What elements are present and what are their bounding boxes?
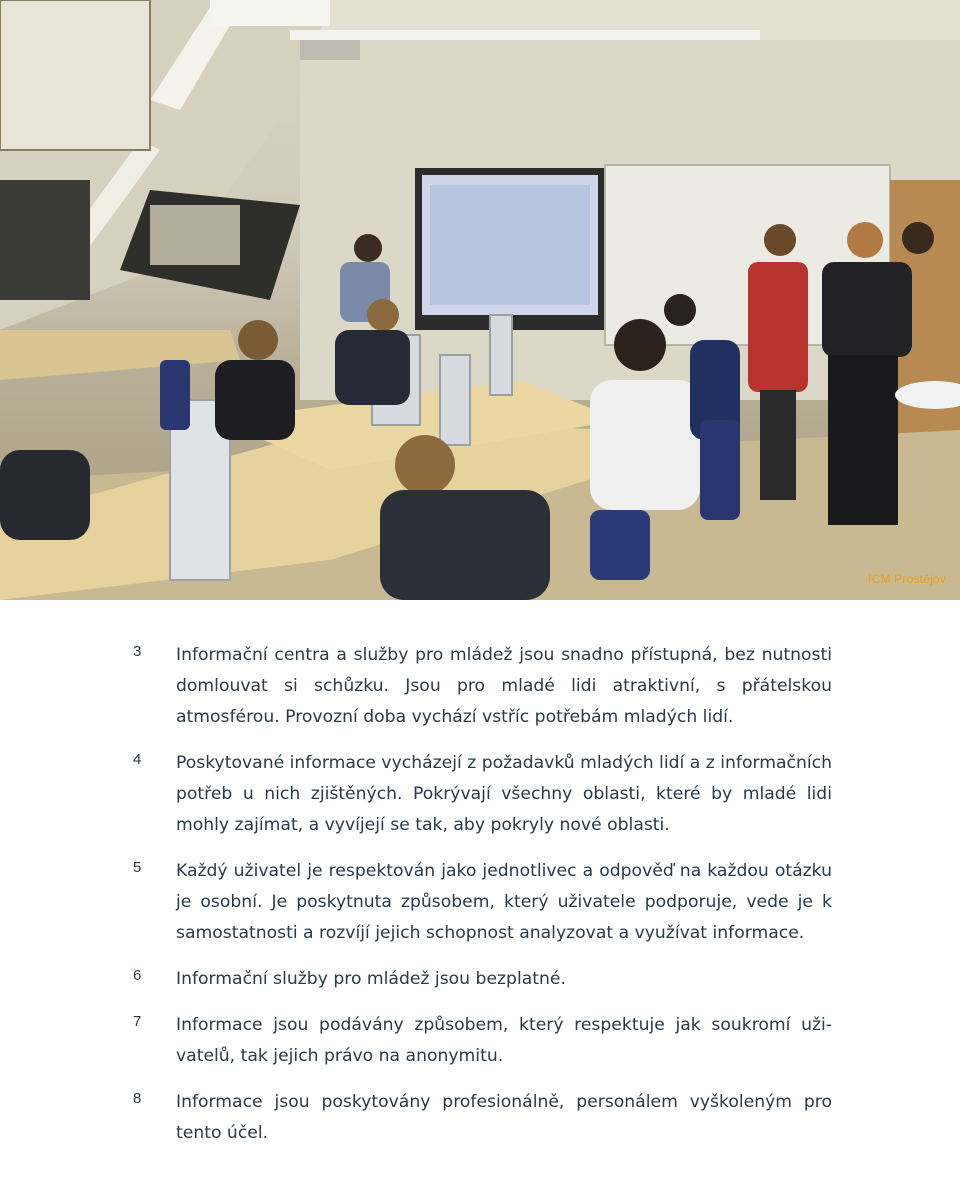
photo-credit: ICM Prostějov [868,572,946,586]
item-text: Každý uživatel je respektován jako jednotlivec a odpověď na každou otázku je osobní. Je poskytnuta způsobem, který uživatele podporuje, vede je k samostatnosti a rozvíjí jejich schopnost analyzovat a využívat informace. [176,861,832,943]
item-number: 4 [133,751,142,768]
item-text: Informační služby pro mládež jsou bezplatné. [176,969,566,989]
item-text: Informace jsou poskytovány profesionálně, personálem vyškoleným pro tento účel. [176,1092,832,1143]
list-item [0,856,960,949]
list-item [0,1087,960,1149]
item-number: 8 [133,1090,142,1107]
item-text: Poskytované informace vycházejí z požadavků mladých lidí a z informačních potřeb u nich zjištěných. Pokrývají všechny oblasti, které by mladé lidi mohly zajímat, a vyvíjejí se tak, aby pokryly nové oblasti. [176,753,832,835]
item-number: 6 [133,967,142,984]
list-item [0,964,960,995]
item-text: Informace jsou podávány způsobem, který respektuje jak soukromí uživatelů, tak jejich právo na anonymitu. [176,1015,832,1066]
item-number: 5 [133,859,142,876]
item-text: Informační centra a služby pro mládež jsou snadno přístupná, bez nutnosti domlouvat si schůzku. Jsou pro mladé lidi atraktivní, s přátelskou atmosférou. Provozní doba vychází vstříc potřebám mladých lidí. [176,645,832,727]
principles-list [0,640,960,1164]
list-item [0,1010,960,1072]
list-item [0,748,960,841]
item-number: 7 [133,1013,142,1030]
item-number: 3 [133,643,142,660]
list-item [0,640,960,733]
